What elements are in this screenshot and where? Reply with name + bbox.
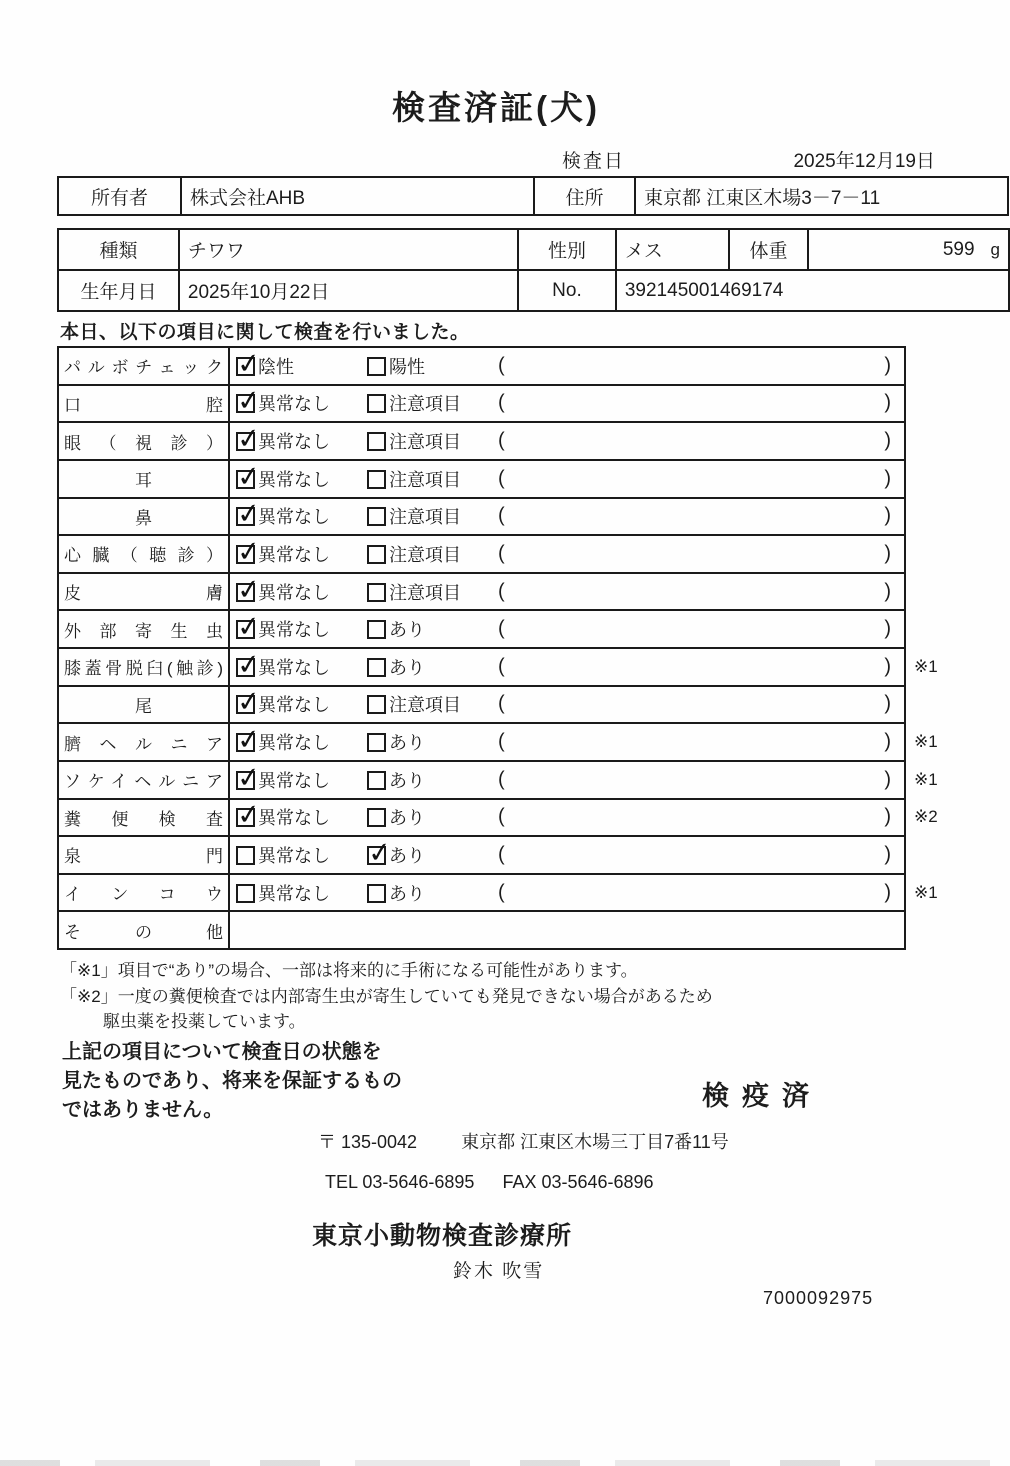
checkbox-icon (235, 760, 262, 794)
inspection-date-value: 2025年12月19日 (793, 151, 935, 172)
result-option-2: あり (367, 804, 425, 830)
checkmark-icon: ✓ (235, 610, 262, 644)
footnote-ref: ※1 (914, 656, 938, 676)
result-option-1: ✓ 異常なし (235, 497, 330, 531)
result-option-1: ✓ 異常なし (235, 722, 330, 757)
paren-open: ( (498, 843, 505, 866)
result-option-1: ✓ 異常なし (235, 647, 330, 681)
result-option-1: ✓ 異常なし (235, 421, 330, 456)
exam-item-result (230, 760, 938, 798)
clinic-tel-line (325, 1172, 654, 1193)
exam-item-label: ソケイヘルニア (59, 762, 230, 798)
page-title: 検査済証(犬) (392, 89, 600, 126)
scan-artifact (0, 1460, 1010, 1466)
result-option-1: ✓ 異常なし (235, 685, 330, 719)
checkbox-icon (367, 771, 386, 790)
checkbox-icon (367, 470, 386, 489)
exam-row (59, 760, 938, 800)
no-value: 392145001469174 (616, 270, 1009, 311)
exam-item-result (230, 837, 904, 873)
checkmark-icon: ✓ (235, 497, 262, 531)
exam-row (59, 348, 904, 386)
footnote-ref: ※1 (914, 882, 938, 902)
exam-row (59, 611, 904, 649)
disclaimer-text (62, 1038, 402, 1125)
document-number: 7000092975 (763, 1288, 874, 1308)
postal-code: 〒 135-0042 (318, 1132, 418, 1152)
checkbox-icon (367, 432, 386, 451)
owner-table (57, 176, 1009, 216)
paren-close: ) (884, 730, 891, 753)
exam-row (59, 386, 904, 424)
exam-item-label: パルボチェック (59, 348, 230, 384)
quarantine-stamp: 検疫済 (702, 1081, 822, 1111)
result-option-2: 陽性 (367, 353, 425, 379)
paren-open: ( (498, 467, 505, 490)
exam-item-label: 泉門 (59, 837, 230, 873)
exam-row (59, 461, 904, 499)
checkmark-icon: ✓ (235, 572, 262, 606)
clinic-fax: FAX 03-5646-6896 (502, 1172, 654, 1192)
exam-item-label: 口腔 (59, 386, 230, 422)
footnote-ref: ※1 (914, 732, 938, 752)
weight-unit: g (990, 239, 1000, 259)
exam-item-result (230, 574, 904, 610)
checkmark-icon: ✓ (235, 722, 262, 757)
birth-label: 生年月日 (58, 270, 179, 311)
checkbox-icon (367, 808, 386, 827)
clinic-tel: TEL 03-5646-6895 (325, 1172, 475, 1192)
footnote-ref: ※1 (914, 769, 938, 789)
result-option-2: 注意項目 (367, 466, 461, 492)
exam-row (59, 912, 904, 948)
checkbox-icon (367, 394, 386, 413)
exam-item-result (230, 647, 938, 685)
exam-row (59, 647, 938, 687)
exam-item-result (230, 536, 904, 572)
checkbox-icon (235, 534, 262, 569)
checkbox-icon (235, 346, 262, 380)
exam-item-label: 心臓（聴診） (59, 536, 230, 572)
paren-close: ) (884, 843, 891, 866)
checkmark-icon: ✓ (235, 647, 262, 681)
checkmark-icon: ✓ (366, 835, 393, 870)
result-option-1: ✓ 異常なし (235, 610, 330, 644)
checkbox-icon (367, 620, 386, 639)
checkbox-icon (367, 733, 386, 752)
checkbox-icon (367, 545, 386, 564)
result-option-2: 注意項目 (367, 541, 461, 567)
checkbox-icon (235, 572, 262, 606)
exam-item-label: 尾 (59, 687, 230, 723)
paren-open: ( (498, 881, 505, 904)
checkbox-icon (367, 658, 386, 677)
exam-intro-text: 本日、以下の項目に関して検査を行いました。 (60, 322, 470, 343)
checkmark-icon: ✓ (235, 459, 262, 493)
result-option-2: あり (367, 880, 425, 906)
result-option-2: あり (367, 616, 425, 642)
paren-close: ) (884, 617, 891, 640)
table-row (58, 270, 1009, 311)
exam-item-result (230, 912, 904, 948)
checkbox-icon (236, 846, 255, 865)
result-option-1: ✓ 異常なし (235, 534, 330, 569)
checkbox-icon (367, 507, 386, 526)
paren-close: ) (884, 805, 891, 828)
exam-item-result (230, 611, 904, 647)
exam-item-result (230, 348, 904, 384)
sex-label: 性別 (518, 229, 616, 270)
checkmark-icon: ✓ (235, 346, 262, 380)
checkbox-icon (235, 685, 262, 719)
footnote-2: 「※2」一度の糞便検査では内部寄生虫が寄生していても発見できない場合があるため (60, 987, 713, 1006)
clinic-postal-line (318, 1128, 729, 1154)
exam-row (59, 687, 904, 725)
paren-open: ( (498, 580, 505, 603)
sex-value: メス (616, 229, 730, 270)
paren-open: ( (498, 617, 505, 640)
checkbox-icon (367, 583, 386, 602)
paren-open: ( (498, 504, 505, 527)
exam-item-label: 臍ヘルニア (59, 724, 230, 760)
exam-table (57, 346, 938, 950)
paren-close: ) (884, 881, 891, 904)
checkbox-icon (235, 384, 262, 418)
exam-item-result (230, 875, 938, 911)
paren-close: ) (884, 580, 891, 603)
footnote-ref: ※2 (914, 807, 938, 827)
exam-item-result (230, 423, 904, 459)
result-option-2: 注意項目 (367, 428, 461, 454)
result-option-1: 異常なし (236, 880, 330, 906)
breed-label: 種類 (58, 229, 179, 270)
paren-close: ) (884, 542, 891, 565)
owner-label: 所有者 (58, 177, 181, 215)
checkbox-icon (235, 798, 262, 832)
exam-row (59, 722, 938, 762)
checkmark-icon: ✓ (235, 421, 262, 456)
weight-number: 599 (942, 238, 975, 260)
result-option-2: 注意項目 (367, 691, 461, 717)
result-option-2: ✓ あり (366, 835, 425, 870)
paren-close: ) (884, 467, 891, 490)
paren-open: ( (498, 391, 505, 414)
exam-row (59, 798, 938, 838)
exam-item-result (230, 722, 938, 760)
paren-close: ) (884, 655, 891, 678)
weight-value (808, 229, 1009, 270)
clinic-name: 東京小動物検査診療所 (312, 1222, 573, 1250)
exam-item-label: 眼（視診） (59, 423, 230, 459)
result-option-1: ✓ 陰性 (235, 346, 294, 380)
breed-value: チワワ (179, 229, 518, 270)
result-option-1: ✓ 異常なし (235, 798, 330, 832)
birth-value: 2025年10月22日 (179, 270, 518, 311)
result-option-2: 注意項目 (367, 390, 461, 416)
checkbox-icon (367, 357, 386, 376)
exam-item-label: その他 (59, 912, 230, 948)
exam-item-result (230, 798, 938, 836)
result-option-2: あり (367, 729, 425, 755)
exam-item-result (230, 386, 904, 422)
checkmark-icon: ✓ (235, 798, 262, 832)
result-option-1: ✓ 異常なし (235, 572, 330, 606)
no-label: No. (518, 270, 616, 311)
exam-row (59, 837, 904, 875)
paren-open: ( (498, 429, 505, 452)
paren-open: ( (498, 354, 505, 377)
disclaimer-line-2: 見たものであり、将来を保証するもの (62, 1070, 402, 1092)
table-row (58, 229, 1009, 270)
paren-open: ( (498, 692, 505, 715)
address-value: 東京都 江東区木場3－7－11 (635, 177, 1008, 215)
clinic-address: 東京都 江東区木場三丁目7番11号 (461, 1132, 729, 1152)
disclaimer-line-1: 上記の項目について検査日の状態を (62, 1041, 382, 1063)
paren-close: ) (884, 768, 891, 791)
paren-close: ) (884, 504, 891, 527)
exam-item-result (230, 461, 904, 497)
result-option-1: ✓ 異常なし (235, 459, 330, 493)
paren-open: ( (498, 768, 505, 791)
exam-item-label: インコウ (59, 875, 230, 911)
checkbox-icon (235, 722, 262, 757)
checkmark-icon: ✓ (235, 685, 262, 719)
exam-item-label: 耳 (59, 461, 230, 497)
checkbox-icon (235, 459, 262, 493)
checkbox-icon (235, 497, 262, 531)
exam-item-label: 糞便検査 (59, 800, 230, 836)
paren-close: ) (884, 429, 891, 452)
result-option-2: あり (367, 767, 425, 793)
result-option-2: 注意項目 (367, 579, 461, 605)
footnote-2-cont: 駆虫薬を投薬しています。 (103, 1012, 306, 1031)
exam-row (59, 536, 904, 574)
table-row (58, 177, 1008, 215)
paren-open: ( (498, 730, 505, 753)
checkbox-icon (366, 835, 393, 870)
exam-row (59, 574, 904, 612)
footnote-1: 「※1」項目で“あり”の場合、一部は将来的に手術になる可能性があります。 (60, 961, 638, 980)
paren-close: ) (884, 354, 891, 377)
checkbox-icon (235, 421, 262, 456)
paren-open: ( (498, 655, 505, 678)
exam-item-result (230, 687, 904, 723)
exam-item-label: 膝蓋骨脱臼(触診) (59, 649, 230, 685)
veterinarian-name: 鈴木 吹雪 (453, 1261, 545, 1282)
exam-item-result (230, 499, 904, 535)
checkbox-icon (236, 884, 255, 903)
exam-row (59, 423, 904, 461)
checkmark-icon: ✓ (235, 534, 262, 569)
result-option-1: 異常なし (236, 842, 330, 868)
exam-item-label: 皮膚 (59, 574, 230, 610)
weight-label: 体重 (729, 229, 807, 270)
checkmark-icon: ✓ (235, 384, 262, 418)
result-option-1: ✓ 異常なし (235, 384, 330, 418)
exam-row (59, 499, 904, 537)
result-option-2: 注意項目 (367, 503, 461, 529)
address-label: 住所 (534, 177, 635, 215)
paren-open: ( (498, 542, 505, 565)
disclaimer-line-3: ではありません。 (62, 1099, 224, 1121)
inspection-date-label: 検査日 (562, 151, 626, 172)
checkmark-icon: ✓ (235, 760, 262, 794)
paren-close: ) (884, 391, 891, 414)
exam-row (59, 875, 938, 913)
checkbox-icon (235, 647, 262, 681)
checkbox-icon (367, 884, 386, 903)
exam-item-label: 外部寄生虫 (59, 611, 230, 647)
exam-item-label: 鼻 (59, 499, 230, 535)
checkbox-icon (367, 695, 386, 714)
paren-close: ) (884, 692, 891, 715)
owner-value: 株式会社AHB (181, 177, 534, 215)
pet-table (57, 228, 1010, 312)
result-option-2: あり (367, 654, 425, 680)
paren-open: ( (498, 805, 505, 828)
checkbox-icon (235, 610, 262, 644)
result-option-1: ✓ 異常なし (235, 760, 330, 794)
